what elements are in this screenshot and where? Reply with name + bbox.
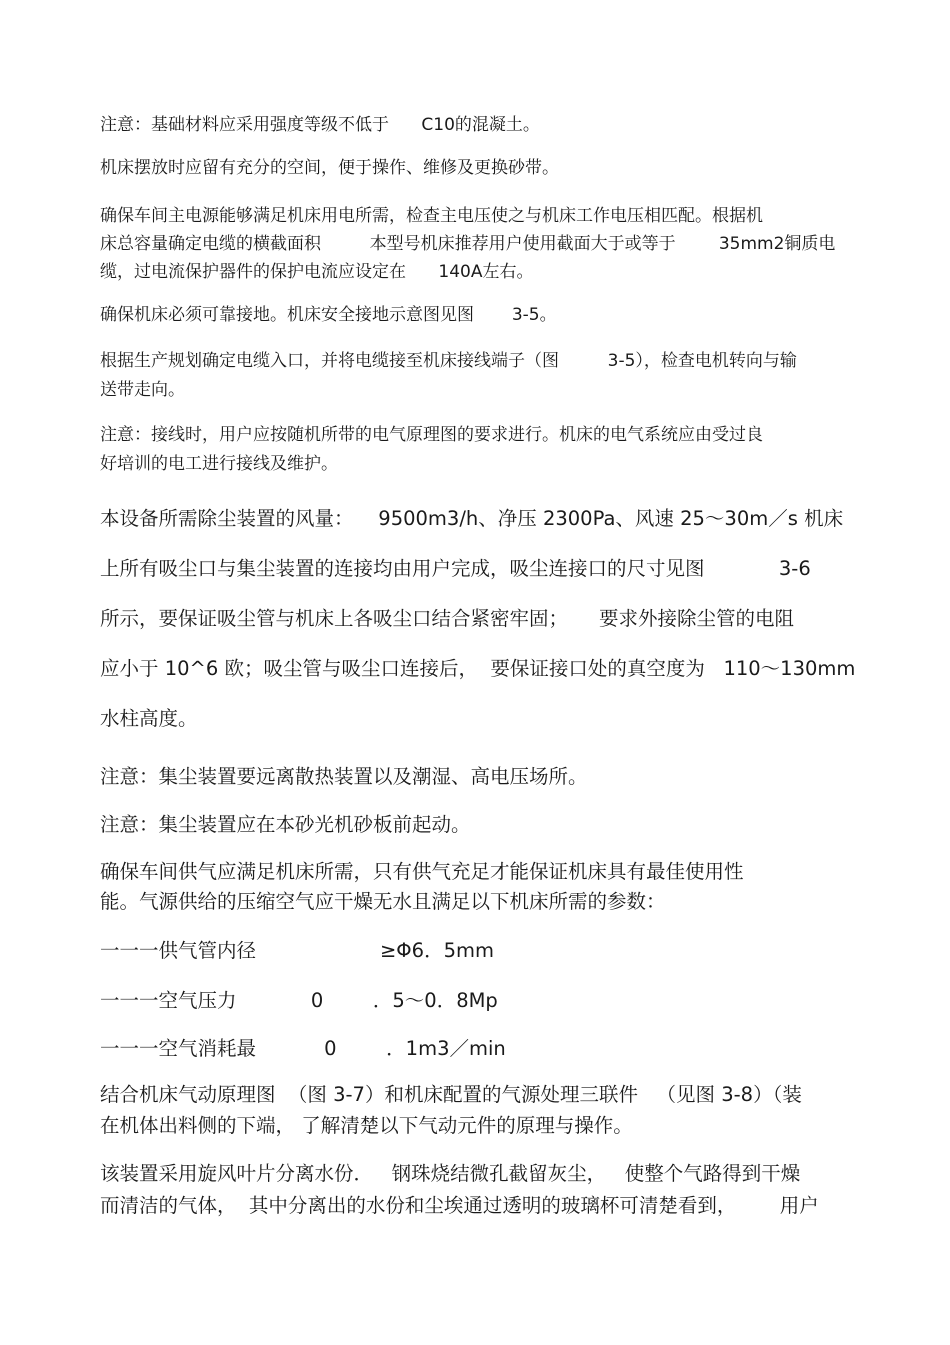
text-line: 注意：接线时，用户应按随机所带的电气原理图的要求进行。机床的电气系统应由受过良 — [100, 425, 763, 445]
text-line: 好培训的电工进行接线及维护。 — [100, 454, 338, 474]
text-line: 注意：基础材料应采用强度等级不低于 C10的混凝土。 — [100, 115, 540, 135]
text-line: 一一一空气压力 0 ．5～0．8Mp — [100, 989, 498, 1012]
text-line: 一一一空气消耗最 0 ．1m3／min — [100, 1037, 506, 1060]
text-line: 一一一供气管内径 ≥Φ6．5mm — [100, 939, 494, 962]
text-line: 缆，过电流保护器件的保护电流应设定在 140A左右。 — [100, 262, 534, 282]
text-line: 根据生产规划确定电缆入口，并将电缆接至机床接线端子（图 3-5），检查电机转向与输 — [100, 351, 797, 371]
text-line: 而清洁的气体， 其中分离出的水份和尘埃通过透明的玻璃杯可清楚看到， 用户 — [100, 1194, 819, 1217]
text-line: 注意：集尘装置应在本砂光机砂板前起动。 — [100, 813, 471, 836]
text-line: 上所有吸尘口与集尘装置的连接均由用户完成，吸尘连接口的尺寸见图 3-6 — [100, 557, 811, 580]
text-line: 机床摆放时应留有充分的空间，便于操作、维修及更换砂带。 — [100, 158, 559, 178]
text-line: 注意：集尘装置要远离散热装置以及潮湿、高电压场所。 — [100, 765, 588, 788]
text-line: 应小于 10^6 欧；吸尘管与吸尘口连接后， 要保证接口处的真空度为 110～130mm — [100, 657, 856, 680]
text-line: 水柱高度。 — [100, 707, 198, 730]
text-line: 床总容量确定电缆的横截面积 本型号机床推荐用户使用截面大于或等于 35mm2铜质电 — [100, 234, 836, 254]
text-line: 确保机床必须可靠接地。机床安全接地示意图见图 3-5。 — [100, 305, 557, 325]
text-line: 所示，要保证吸尘管与机床上各吸尘口结合紧密牢固； 要求外接除尘管的电阻 — [100, 607, 794, 630]
text-line: 送带走向。 — [100, 380, 185, 400]
text-line: 结合机床气动原理图 （图 3-7）和机床配置的气源处理三联件 （见图 3-8）（装 — [100, 1083, 802, 1106]
text-line: 本设备所需除尘装置的风量： 9500m3/h、净压 2300Pa、风速 25～30m／s 机床 — [100, 507, 844, 530]
text-line: 该装置采用旋风叶片分离水份． 钢珠烧结微孔截留灰尘， 使整个气路得到干燥 — [100, 1162, 801, 1185]
text-line: 确保车间主电源能够满足机床用电所需，检查主电压使之与机床工作电压相匹配。根据机 — [100, 206, 763, 226]
text-line: 在机体出料侧的下端， 了解清楚以下气动元件的原理与操作。 — [100, 1114, 633, 1137]
text-line: 确保车间供气应满足机床所需，只有供气充足才能保证机床具有最佳使用性 — [100, 860, 744, 883]
text-line: 能。气源供给的压缩空气应干燥无水且满足以下机床所需的参数： — [100, 890, 666, 913]
